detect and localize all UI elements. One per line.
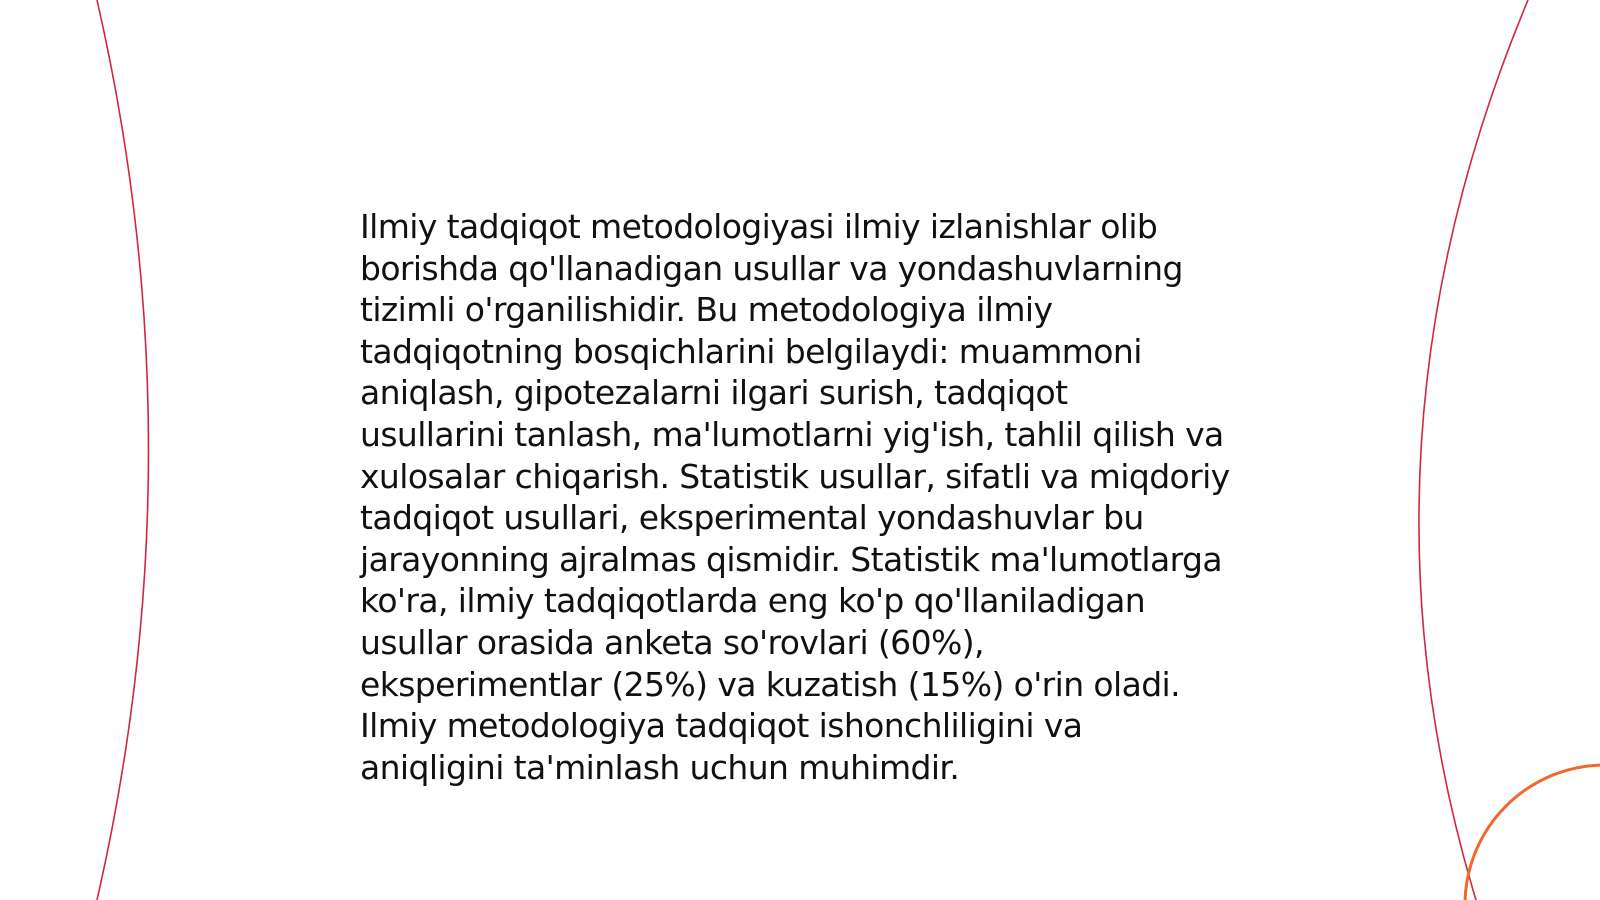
text-line: ko'ra, ilmiy tadqiqotlarda eng ko'p qo'llaniladigan <box>360 581 1146 621</box>
text-line: tadqiqotning bosqichlarini belgilaydi: muammoni <box>360 331 1142 371</box>
text-line: tizimli o'rganilishidir. Bu metodologiya ilmiy <box>360 290 1053 330</box>
text-line: tadqiqot usullari, eksperimental yondashuvlar bu <box>360 498 1144 538</box>
text-line: xulosalar chiqarish. Statistik usullar, sifatli va miqdoriy <box>360 456 1230 496</box>
text-line: aniqligini ta'minlash uchun muhimdir. <box>360 747 960 787</box>
text-line: usullar orasida anketa so'rovlari (60%), <box>360 622 984 662</box>
orange-arc <box>1465 765 1600 900</box>
left-curve-line <box>97 0 149 900</box>
text-line: jarayonning ajralmas qismidir. Statistik ma'lumotlarga <box>360 539 1222 579</box>
text-line: aniqlash, gipotezalarni ilgari surish, tadqiqot <box>360 373 1068 413</box>
text-line: Ilmiy metodologiya tadqiqot ishonchliligini va <box>360 706 1083 746</box>
text-line: borishda qo'llanadigan usullar va yondashuvlarning <box>360 248 1183 288</box>
text-line: eksperimentlar (25%) va kuzatish (15%) o'rin oladi. <box>360 664 1181 704</box>
text-line: usullarini tanlash, ma'lumotlarni yig'ish, tahlil qilish va <box>360 414 1224 454</box>
text-line: Ilmiy tadqiqot metodologiyasi ilmiy izlanishlar olib <box>360 207 1158 246</box>
right-curve-line <box>1419 0 1528 900</box>
slide-body-text <box>360 206 1260 788</box>
